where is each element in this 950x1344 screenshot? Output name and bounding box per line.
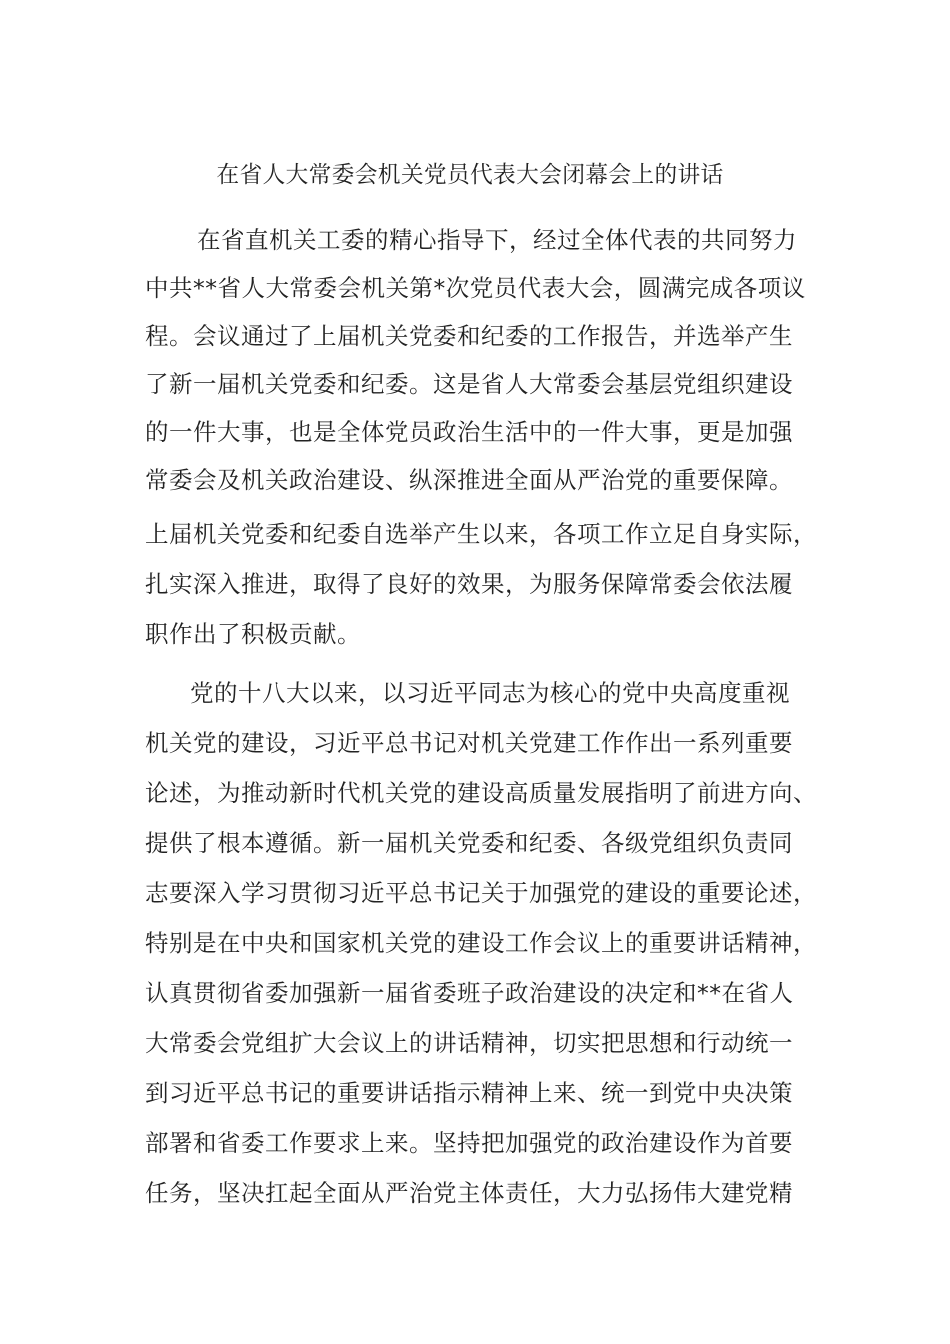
paragraph-2-line-10: 部署和省委工作要求上来。坚持把加强党的政治建设作为首要 [145, 1129, 793, 1157]
paragraph-1-line-8: 扎实深入推进，取得了良好的效果，为服务保障常委会依法履 [145, 570, 793, 598]
paragraph-2-line-9: 到习近平总书记的重要讲话指示精神上来、统一到党中央决策 [145, 1079, 793, 1107]
paragraph-2-line-7: 认真贯彻省委加强新一届省委班子政治建设的决定和**在省人 [145, 979, 794, 1007]
paragraph-2-line-8: 大常委会党组扩大会议上的讲话精神，切实把思想和行动统一 [145, 1029, 793, 1057]
paragraph-1-line-9: 职作出了积极贡献。 [145, 620, 361, 648]
paragraph-2-line-6: 特别是在中央和国家机关党的建设工作会议上的重要讲话精神， [145, 929, 817, 957]
paragraph-1-line-1: 在省直机关工委的精心指导下，经过全体代表的共同努力 [197, 226, 797, 254]
paragraph-1-line-3: 程。会议通过了上届机关党委和纪委的工作报告，并选举产生 [145, 322, 793, 350]
paragraph-2-line-11: 任务，坚决扛起全面从严治党主体责任，大力弘扬伟大建党精 [145, 1179, 793, 1207]
document-title: 在省人大常委会机关党员代表大会闭幕会上的讲话 [216, 162, 724, 188]
paragraph-1-line-5: 的一件大事，也是全体党员政治生活中的一件大事，更是加强 [145, 418, 793, 446]
paragraph-1-line-4: 了新一届机关党委和纪委。这是省人大常委会基层党组织建设 [145, 370, 793, 398]
paragraph-2-line-2: 机关党的建设，习近平总书记对机关党建工作作出一系列重要 [145, 729, 793, 757]
paragraph-2-line-1: 党的十八大以来，以习近平同志为核心的党中央高度重视 [190, 679, 790, 707]
paragraph-1-line-7: 上届机关党委和纪委自选举产生以来，各项工作立足自身实际， [145, 520, 817, 548]
paragraph-2-line-5: 志要深入学习贯彻习近平总书记关于加强党的建设的重要论述， [145, 879, 817, 907]
paragraph-1-line-6: 常委会及机关政治建设、纵深推进全面从严治党的重要保障。 [145, 466, 793, 494]
paragraph-2-line-3: 论述，为推动新时代机关党的建设高质量发展指明了前进方向、 [145, 779, 817, 807]
paragraph-1-line-2: 中共**省人大常委会机关第*次党员代表大会，圆满完成各项议 [145, 274, 806, 302]
paragraph-2-line-4: 提供了根本遵循。新一届机关党委和纪委、各级党组织负责同 [145, 829, 793, 857]
